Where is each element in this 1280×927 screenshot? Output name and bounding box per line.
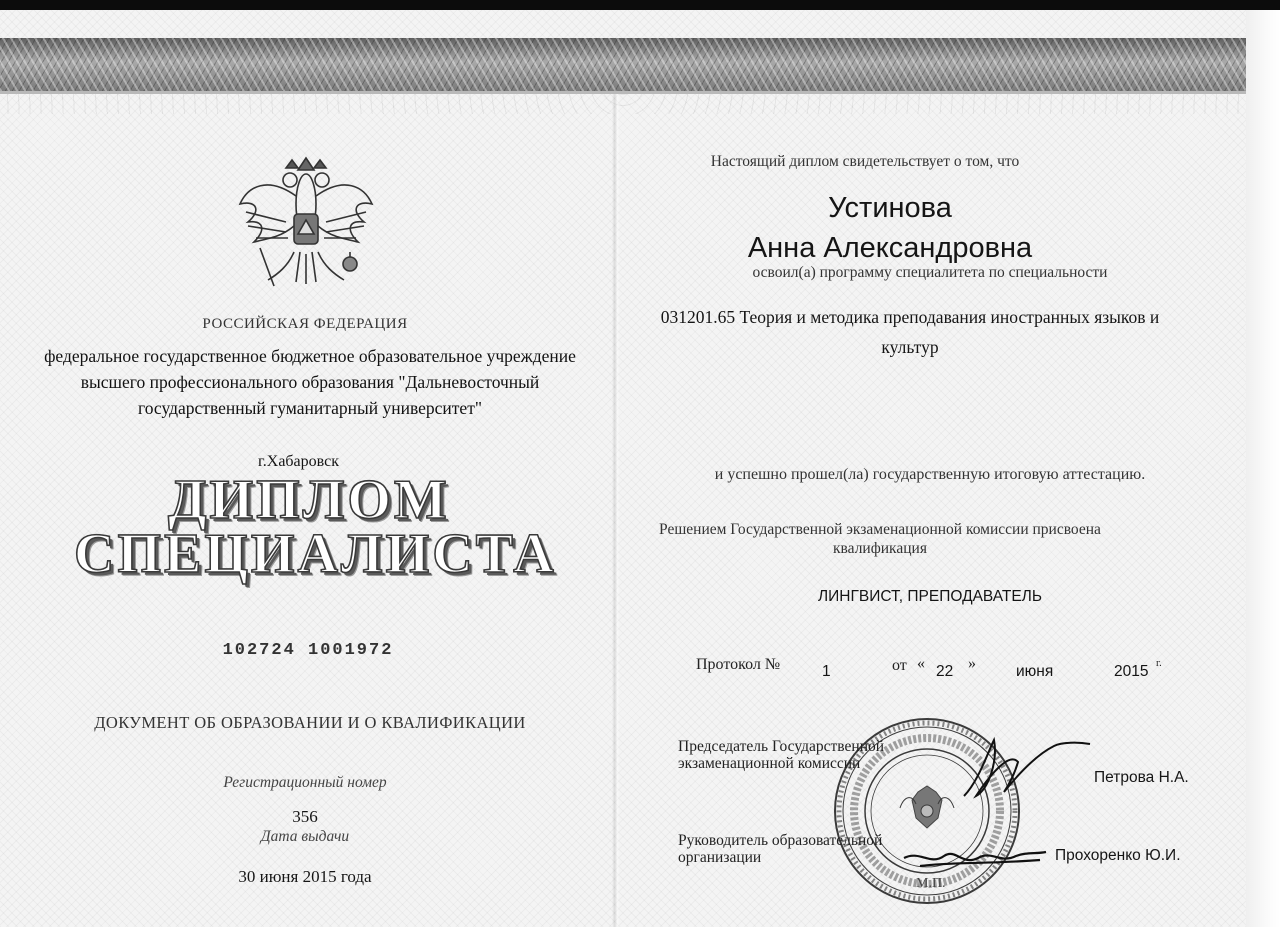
chairman-label: Председатель Государственной экзаменационной комиссии — [678, 738, 885, 772]
protocol-from-label: от — [892, 657, 907, 674]
protocol-year: 2015 — [1114, 663, 1149, 680]
stamp-place-label: М.П. — [916, 876, 946, 891]
registration-number: 356 — [292, 807, 318, 826]
russian-coat-of-arms-icon — [238, 156, 374, 296]
qualification: ЛИНГВИСТ, ПРЕПОДАВАТЕЛЬ — [817, 588, 1043, 605]
diploma-title: ДИПЛОМ — [168, 469, 450, 531]
program-statement: освоил(а) программу специалитета по специальности — [752, 264, 1108, 281]
chairman-signature — [958, 732, 1098, 804]
decorative-guilloche-band — [0, 38, 1246, 94]
city: г.Хабаровск — [258, 453, 339, 470]
chairman-name: Петрова Н.А. — [1094, 769, 1189, 786]
country-name: РОССИЙСКАЯ ФЕДЕРАЦИЯ — [202, 316, 408, 332]
commission-decision: Решением Государственной экзаменационной комиссии присвоена квалификация — [659, 521, 1101, 557]
protocol-open-quote: « — [917, 655, 925, 672]
diploma-subtitle: СПЕЦИАЛИСТА — [74, 523, 557, 585]
protocol-label: Протокол № — [696, 656, 781, 673]
institution-line: высшего профессионального образования "Дальневосточный — [80, 372, 540, 392]
registration-label: Регистрационный номер — [223, 774, 387, 791]
top-scan-border — [0, 0, 1280, 10]
protocol-month: июня — [1016, 663, 1054, 680]
head-name: Прохоренко Ю.И. — [1055, 847, 1181, 864]
intro-text: Настоящий диплом свидетельствует о том, что — [710, 153, 1020, 170]
protocol-close-quote: » — [968, 655, 976, 672]
attestation-statement: и успешно прошел(ла) государственную итоговую аттестацию. — [714, 466, 1146, 483]
graduate-given-names: Анна Александровна — [747, 232, 1033, 264]
institution-line: федеральное государственное бюджетное образовательное учреждение — [44, 346, 576, 366]
diploma-document — [0, 10, 1246, 927]
protocol-number: 1 — [822, 663, 831, 680]
specialty: 031201.65 Теория и методика преподавания иностранных языков и культур — [660, 307, 1160, 357]
head-label: Руководитель образовательной организации — [678, 832, 883, 866]
document-type: ДОКУМЕНТ ОБ ОБРАЗОВАНИИ И О КВАЛИФИКАЦИИ — [94, 713, 526, 732]
protocol-year-suffix: г. — [1156, 658, 1162, 669]
issue-date: 30 июня 2015 года — [238, 867, 372, 886]
head-signature — [900, 836, 1050, 876]
issue-date-label: Дата выдачи — [260, 828, 350, 845]
graduate-surname: Устинова — [828, 192, 952, 224]
protocol-day: 22 — [936, 663, 954, 680]
institution-line: государственный гуманитарный университет" — [138, 398, 482, 418]
decorative-wave-pattern — [0, 94, 1246, 114]
page-fold — [612, 94, 620, 927]
serial-number: 102724 1001972 — [222, 641, 394, 660]
right-scan-margin — [1246, 10, 1280, 927]
